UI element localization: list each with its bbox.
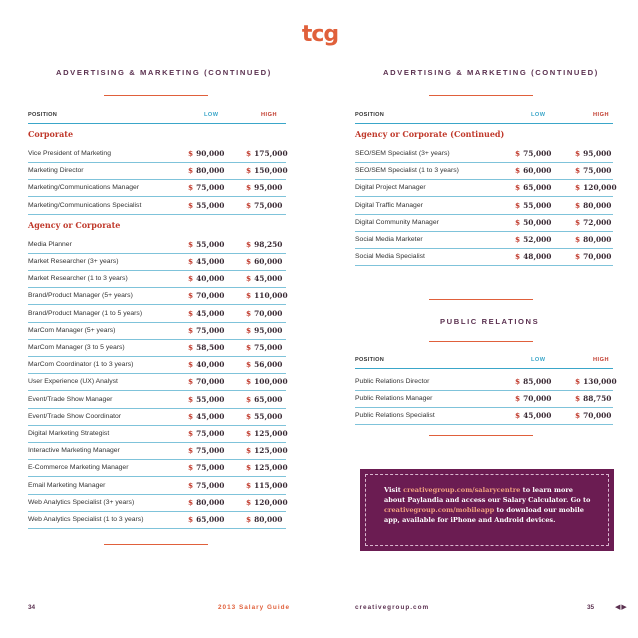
- salary-high: [246, 442, 288, 459]
- position-name: Media Planner: [28, 240, 72, 248]
- salary-low-value: 50,000: [523, 217, 552, 227]
- currency-symbol: $: [246, 515, 252, 524]
- position-name: MarCom Manager (3 to 5 years): [28, 344, 125, 351]
- position-name: Market Researcher (1 to 3 years): [28, 275, 128, 283]
- currency-symbol: $: [188, 257, 194, 266]
- currency-symbol: $: [246, 411, 252, 421]
- position-name: Public Relations Director: [355, 378, 430, 385]
- salary-low-value: 75,000: [196, 480, 225, 490]
- header-low: LOW: [204, 112, 219, 118]
- table-row: [355, 373, 617, 391]
- salary-low-value: 55,000: [523, 200, 552, 210]
- currency-symbol: $: [246, 325, 252, 335]
- currency-symbol: $: [246, 497, 252, 507]
- currency-symbol: $: [188, 183, 194, 193]
- salary-high: [246, 179, 282, 196]
- header-rule: [28, 123, 286, 124]
- currency-symbol: $: [515, 411, 521, 421]
- salary-low: [188, 339, 224, 356]
- salary-low: [515, 248, 551, 265]
- salary-low-value: 58,500: [196, 343, 225, 352]
- salary-low: [188, 511, 224, 528]
- currency-symbol: $: [515, 235, 521, 244]
- position-name: MarCom Coordinator (1 to 3 years): [28, 361, 134, 369]
- triangle-left-icon[interactable]: ◀: [615, 604, 621, 611]
- position-name: Brand/Product Manager (5+ years): [28, 292, 133, 300]
- salary-low: [188, 442, 224, 459]
- table-row: [28, 197, 286, 215]
- table-row: [28, 356, 286, 374]
- header-position: POSITION: [355, 357, 385, 363]
- triangle-right-icon[interactable]: ▶: [621, 604, 627, 611]
- currency-symbol: $: [515, 217, 521, 227]
- header-rule: [355, 123, 613, 124]
- salarycentre-link[interactable]: creativegroup.com/salarycentre: [403, 486, 521, 494]
- salary-high: [575, 179, 617, 196]
- divider: [429, 95, 533, 96]
- currency-symbol: $: [515, 377, 521, 386]
- currency-symbol: $: [188, 497, 194, 507]
- salary-low: [188, 356, 224, 373]
- position-name: E-Commerce Marketing Manager: [28, 464, 129, 472]
- salary-low: [188, 287, 224, 304]
- salary-low-value: 45,000: [196, 411, 225, 421]
- divider: [104, 544, 208, 545]
- salary-low: [188, 373, 224, 390]
- salary-high: [246, 425, 288, 442]
- salary-high-value: 95,000: [254, 325, 283, 335]
- header-rule: [355, 368, 613, 369]
- position-name: Digital Project Manager: [355, 184, 426, 192]
- salary-low: [515, 214, 551, 231]
- table-row: [28, 391, 286, 409]
- position-name: Market Researcher (3+ years): [28, 258, 119, 265]
- salary-low-value: 45,000: [523, 411, 552, 421]
- footer-page-number: 35: [587, 604, 595, 611]
- header-low: LOW: [531, 357, 546, 363]
- position-name: MarCom Manager (5+ years): [28, 326, 116, 334]
- position-name: Marketing/Communications Specialist: [28, 201, 142, 209]
- table-row: [28, 253, 286, 271]
- table-row: [28, 322, 286, 340]
- salary-high-value: 95,000: [583, 149, 612, 158]
- salary-low-value: 48,000: [523, 252, 552, 262]
- currency-symbol: $: [515, 183, 521, 193]
- currency-symbol: $: [188, 446, 194, 456]
- currency-symbol: $: [188, 200, 194, 210]
- currency-symbol: $: [188, 239, 194, 249]
- currency-symbol: $: [188, 291, 194, 301]
- salary-high: [246, 322, 282, 339]
- position-name: Web Analytics Specialist (3+ years): [28, 498, 135, 506]
- salary-low-value: 60,000: [523, 166, 552, 176]
- table-row: [28, 425, 286, 443]
- salary-low: [188, 197, 224, 214]
- salary-low: [188, 145, 224, 162]
- salary-high: [246, 197, 282, 214]
- table-row: [355, 248, 613, 266]
- section-title: ADVERTISING & MARKETING (CONTINUED): [383, 68, 599, 77]
- currency-symbol: $: [246, 274, 252, 284]
- salary-low-value: 70,000: [196, 377, 225, 387]
- table-row: [28, 287, 286, 305]
- salary-low: [188, 236, 224, 253]
- currency-symbol: $: [246, 377, 252, 387]
- currency-symbol: $: [246, 149, 252, 158]
- section-title: ADVERTISING & MARKETING (CONTINUED): [56, 68, 272, 77]
- salary-high: [575, 407, 611, 424]
- tcg-logo: tcg: [301, 22, 339, 47]
- salary-high-value: 98,250: [254, 239, 283, 249]
- salary-high-value: 80,000: [583, 200, 612, 210]
- position-name: Public Relations Specialist: [355, 412, 435, 420]
- salary-low-value: 70,000: [523, 394, 552, 404]
- salary-low: [188, 408, 224, 425]
- salary-high: [575, 214, 611, 231]
- salary-high: [246, 287, 288, 304]
- currency-symbol: $: [188, 360, 194, 370]
- salary-low: [515, 179, 551, 196]
- salary-high: [246, 408, 282, 425]
- position-name: Digital Traffic Manager: [355, 201, 423, 209]
- salary-low-value: 65,000: [196, 515, 225, 524]
- table-row: [28, 305, 286, 323]
- currency-symbol: $: [515, 200, 521, 210]
- header-position: POSITION: [28, 112, 58, 118]
- currency-symbol: $: [246, 429, 252, 438]
- table-row: [355, 214, 613, 232]
- salary-low-value: 45,000: [196, 257, 225, 266]
- salary-low-value: 65,000: [523, 183, 552, 193]
- table-row: [28, 459, 286, 477]
- currency-symbol: $: [575, 394, 581, 404]
- salary-high: [575, 248, 611, 265]
- pr-section-title: PUBLIC RELATIONS: [440, 317, 540, 326]
- salary-high-value: 130,000: [583, 377, 617, 386]
- salary-low: [515, 162, 551, 179]
- currency-symbol: $: [575, 217, 581, 227]
- currency-symbol: $: [188, 429, 194, 438]
- header-high: HIGH: [593, 112, 609, 118]
- table-row: [355, 162, 613, 180]
- header-position: POSITION: [355, 112, 385, 118]
- currency-symbol: $: [188, 274, 194, 284]
- salary-high-value: 75,000: [583, 166, 612, 176]
- salary-high-value: 75,000: [254, 343, 283, 352]
- currency-symbol: $: [188, 411, 194, 421]
- salary-high-value: 95,000: [254, 183, 283, 193]
- salary-low-value: 70,000: [196, 291, 225, 301]
- table-row: [28, 339, 286, 357]
- currency-symbol: $: [246, 200, 252, 210]
- salary-high-value: 55,000: [254, 411, 283, 421]
- salary-low-value: 55,000: [196, 394, 225, 404]
- currency-symbol: $: [246, 360, 252, 370]
- salary-low-value: 55,000: [196, 200, 225, 210]
- salary-high-value: 70,000: [583, 252, 612, 262]
- position-name: Web Analytics Specialist (1 to 3 years): [28, 516, 144, 523]
- category-heading: Agency or Corporate (Continued): [355, 129, 505, 139]
- position-name: Event/Trade Show Manager: [28, 395, 113, 403]
- currency-symbol: $: [515, 149, 521, 158]
- salary-low: [188, 425, 224, 442]
- salary-high-value: 70,000: [254, 308, 283, 318]
- position-name: Email Marketing Manager: [28, 481, 106, 489]
- salary-high-value: 80,000: [254, 515, 283, 524]
- header-high: HIGH: [593, 357, 609, 363]
- salary-low-value: 90,000: [196, 149, 225, 158]
- salary-low: [188, 162, 224, 179]
- currency-symbol: $: [188, 463, 194, 473]
- currency-symbol: $: [246, 308, 252, 318]
- salary-high-value: 75,000: [254, 200, 283, 210]
- salary-high-value: 115,000: [254, 480, 288, 490]
- salary-low-value: 75,000: [196, 446, 225, 456]
- currency-symbol: $: [188, 377, 194, 387]
- salary-high-value: 125,000: [254, 463, 288, 473]
- currency-symbol: $: [188, 166, 194, 176]
- salary-high: [246, 145, 288, 162]
- salary-high: [246, 339, 282, 356]
- salary-high: [575, 390, 611, 407]
- table-row: [28, 270, 286, 288]
- table-row: [355, 145, 613, 163]
- page-nav: [614, 603, 627, 611]
- currency-symbol: $: [575, 149, 581, 158]
- table-row: [28, 162, 286, 180]
- salary-high: [575, 373, 617, 390]
- position-name: Marketing Director: [28, 167, 84, 175]
- salary-low: [188, 270, 224, 287]
- salary-high-value: 88,750: [583, 394, 612, 404]
- divider: [104, 95, 208, 96]
- currency-symbol: $: [246, 239, 252, 249]
- currency-symbol: $: [246, 257, 252, 266]
- table-row: [28, 511, 286, 529]
- table-row: [355, 231, 613, 249]
- salary-low-value: 75,000: [523, 149, 552, 158]
- salary-low: [188, 322, 224, 339]
- salary-high: [246, 494, 288, 511]
- position-name: Public Relations Manager: [355, 395, 433, 403]
- footer-site: creativegroup.com: [355, 604, 430, 611]
- header-high: HIGH: [261, 112, 277, 118]
- currency-symbol: $: [246, 166, 252, 176]
- salary-high-value: 110,000: [254, 291, 288, 301]
- table-row: [28, 408, 286, 426]
- footer-guide: 2013 Salary Guide: [218, 604, 291, 611]
- currency-symbol: $: [246, 446, 252, 456]
- salary-high: [246, 162, 288, 179]
- salary-low-value: 75,000: [196, 463, 225, 473]
- currency-symbol: $: [188, 149, 194, 158]
- table-row: [28, 145, 286, 163]
- currency-symbol: $: [575, 166, 581, 176]
- currency-symbol: $: [515, 166, 521, 176]
- salary-low-value: 75,000: [196, 325, 225, 335]
- salary-high: [246, 391, 282, 408]
- currency-symbol: $: [246, 291, 252, 301]
- salary-high: [246, 236, 282, 253]
- table-row: [28, 442, 286, 460]
- position-name: Interactive Marketing Manager: [28, 447, 120, 455]
- salary-low: [515, 373, 551, 390]
- currency-symbol: $: [188, 515, 194, 524]
- table-row: [355, 407, 613, 425]
- salary-high-value: 56,000: [254, 360, 283, 370]
- table-row: [28, 373, 286, 391]
- salary-calculator-callout: [360, 469, 614, 551]
- category-heading: Agency or Corporate: [28, 219, 121, 230]
- salary-high: [246, 459, 288, 476]
- position-name: Marketing/Communications Manager: [28, 184, 140, 192]
- position-name: SEO/SEM Specialist (3+ years): [355, 150, 450, 157]
- salary-low: [515, 145, 551, 162]
- currency-symbol: $: [188, 325, 194, 335]
- salary-high-value: 100,000: [254, 377, 288, 387]
- salary-high-value: 70,000: [583, 411, 612, 421]
- salary-low: [188, 477, 224, 494]
- table-row: [355, 390, 613, 408]
- category-heading: Corporate: [28, 129, 74, 139]
- table-row: [28, 477, 286, 495]
- position-name: Brand/Product Manager (1 to 5 years): [28, 309, 143, 317]
- divider: [429, 341, 533, 342]
- position-name: Vice President of Marketing: [28, 150, 111, 157]
- salary-low-value: 75,000: [196, 429, 225, 438]
- salary-low: [188, 459, 224, 476]
- salary-low: [515, 390, 551, 407]
- salary-high: [246, 305, 282, 322]
- salary-high-value: 120,000: [583, 183, 617, 193]
- position-name: User Experience (UX) Analyst: [28, 378, 118, 386]
- currency-symbol: $: [246, 394, 252, 404]
- salary-low-value: 40,000: [196, 360, 225, 370]
- currency-symbol: $: [575, 200, 581, 210]
- position-name: SEO/SEM Specialist (1 to 3 years): [355, 167, 459, 175]
- salary-low: [515, 231, 551, 248]
- salary-high: [246, 356, 282, 373]
- currency-symbol: $: [575, 377, 581, 386]
- table-row: [28, 236, 286, 254]
- header-low: LOW: [531, 112, 546, 118]
- position-name: Event/Trade Show Coordinator: [28, 412, 122, 420]
- currency-symbol: $: [575, 252, 581, 262]
- salary-high: [246, 270, 282, 287]
- salary-high-value: 60,000: [254, 257, 283, 266]
- salary-low: [188, 305, 224, 322]
- salary-high-value: 120,000: [254, 497, 288, 507]
- divider: [429, 435, 533, 436]
- salary-low-value: 40,000: [196, 274, 225, 284]
- currency-symbol: $: [246, 463, 252, 473]
- salary-high: [246, 511, 282, 528]
- salary-high: [246, 477, 288, 494]
- salary-low: [515, 407, 551, 424]
- currency-symbol: $: [246, 183, 252, 193]
- salary-high: [575, 162, 611, 179]
- salary-low-value: 80,000: [196, 497, 225, 507]
- currency-symbol: $: [188, 343, 194, 352]
- salary-low: [188, 391, 224, 408]
- salary-high-value: 72,000: [583, 217, 612, 227]
- salary-high: [575, 145, 611, 162]
- salary-high: [246, 253, 282, 270]
- footer-page-number: 34: [28, 604, 36, 611]
- mobileapp-link[interactable]: creativegroup.com/mobileapp: [384, 506, 495, 514]
- position-name: Digital Marketing Strategist: [28, 430, 110, 437]
- currency-symbol: $: [246, 343, 252, 352]
- table-row: [355, 197, 613, 215]
- salary-high: [575, 231, 611, 248]
- position-name: Social Media Specialist: [355, 253, 425, 261]
- currency-symbol: $: [575, 411, 581, 421]
- salary-high-value: 80,000: [583, 235, 612, 244]
- currency-symbol: $: [515, 394, 521, 404]
- salary-low-value: 45,000: [196, 308, 225, 318]
- salary-low-value: 80,000: [196, 166, 225, 176]
- callout-border: [365, 474, 609, 546]
- salary-high-value: 150,000: [254, 166, 288, 176]
- table-row: [28, 494, 286, 512]
- salary-high-value: 45,000: [254, 274, 283, 284]
- currency-symbol: $: [246, 480, 252, 490]
- salary-high-value: 175,000: [254, 149, 288, 158]
- salary-high: [575, 197, 611, 214]
- currency-symbol: $: [575, 235, 581, 244]
- salary-high: [246, 373, 288, 390]
- position-name: Digital Community Manager: [355, 218, 439, 226]
- salary-low-value: 75,000: [196, 183, 225, 193]
- salary-low: [188, 253, 224, 270]
- salary-low: [188, 179, 224, 196]
- salary-low: [515, 197, 551, 214]
- currency-symbol: $: [575, 183, 581, 193]
- currency-symbol: $: [515, 252, 521, 262]
- salary-high-value: 65,000: [254, 394, 283, 404]
- callout-text: Visit creativegroup.com/salarycentre to learn more about Paylandia and access our Salary Calculator. Go to creativegroup.com/mobileapp to download our mobile app, available for iPhone and Android devices.: [384, 486, 591, 524]
- salary-low-value: 55,000: [196, 239, 225, 249]
- salary-high-value: 125,000: [254, 429, 288, 438]
- salary-high-value: 125,000: [254, 446, 288, 456]
- table-row: [28, 179, 286, 197]
- salary-low-value: 52,000: [523, 235, 552, 244]
- currency-symbol: $: [188, 394, 194, 404]
- table-row: [355, 179, 617, 197]
- salary-low: [188, 494, 224, 511]
- currency-symbol: $: [188, 308, 194, 318]
- position-name: Social Media Marketer: [355, 236, 423, 243]
- currency-symbol: $: [188, 480, 194, 490]
- salary-low-value: 85,000: [523, 377, 552, 386]
- divider: [429, 299, 533, 300]
